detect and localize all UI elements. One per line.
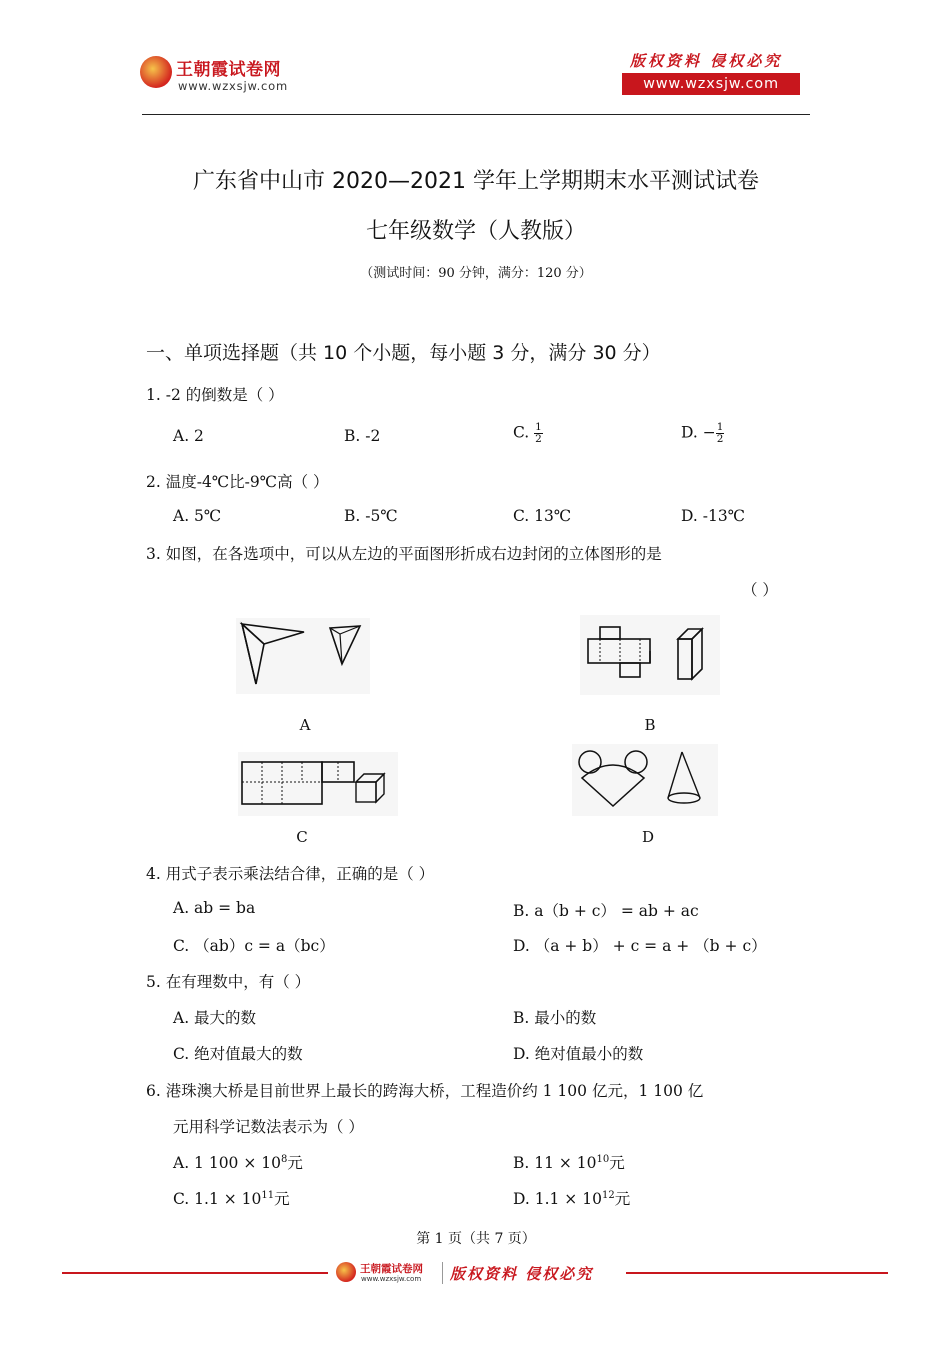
question-6-stem: 6. 港珠澳大桥是目前世界上最长的跨海大桥，工程造价约 1 100 亿元，1 100 亿 <box>146 1082 704 1100</box>
q2-option-a: A. 5℃ <box>173 507 222 525</box>
q5-option-c: C. 绝对值最大的数 <box>173 1045 303 1063</box>
logo-icon <box>140 56 172 88</box>
q4-option-b: B. a（b + c） = ab + ac <box>513 902 699 920</box>
figure-b <box>580 615 720 695</box>
figure-d <box>572 744 718 816</box>
footer-logo-icon <box>336 1262 356 1282</box>
q6-option-d: D. $1.1 \times 10^{12}$元 <box>513 1189 631 1208</box>
footer-rule-right <box>626 1272 888 1274</box>
q2-option-c: C. 13℃ <box>513 507 572 525</box>
q6-option-c: C. $1.1 \times 10^{11}$元 <box>173 1189 290 1208</box>
question-4-stem: 4. 用式子表示乘法结合律，正确的是（ ） <box>146 865 435 883</box>
fraction: $\frac{1}{2}$ <box>716 421 724 445</box>
footer-logo-url: www.wzxsjw.com <box>361 1275 422 1283</box>
figure-a-label: A <box>299 716 311 734</box>
footer-logo-name: 王朝霞试卷网 <box>360 1263 423 1275</box>
header-divider <box>142 114 810 115</box>
q2-option-d: D. -13℃ <box>681 507 746 525</box>
q4-option-a: A. ab = ba <box>173 899 256 917</box>
figure-a <box>234 612 374 696</box>
question-6-stem-continued: 元用科学记数法表示为（ ） <box>173 1118 364 1136</box>
footer-rule-left <box>62 1272 328 1274</box>
q5-option-a: A. 最大的数 <box>173 1009 257 1027</box>
copyright-notice: 版权资料 侵权必究 <box>630 52 783 70</box>
exam-subject: 七年级数学（人教版） <box>365 219 586 244</box>
question-3-stem: 3. 如图，在各选项中，可以从左边的平面图形折成右边封闭的立体图形的是 <box>146 545 662 563</box>
q4-option-d: D. （a + b） + c = a + （b + c） <box>513 937 767 955</box>
q6-option-a: A. 1 $100 \times 10^8$元 <box>173 1153 303 1172</box>
q5-option-d: D. 绝对值最小的数 <box>513 1045 644 1063</box>
q1-option-a: A. 2 <box>173 427 204 445</box>
q1-option-d: D. − $\frac{1}{2}$ <box>681 421 724 445</box>
logo-name: 王朝霞试卷网 <box>176 60 281 80</box>
fraction: $\frac{1}{2}$ <box>535 421 542 445</box>
footer-copyright: 版权资料 侵权必究 <box>450 1265 594 1283</box>
question-1-stem: 1. -2 的倒数是（ ） <box>146 386 284 404</box>
page-number: 第 1 页（共 7 页） <box>416 1231 536 1247</box>
figure-c-label: C <box>296 828 308 846</box>
figure-d-label: D <box>641 828 655 846</box>
question-2-stem: 2. 温度-4℃比-9℃高（ ） <box>146 473 329 491</box>
q2-option-b: B. -5℃ <box>344 507 398 525</box>
figure-b-label: B <box>644 716 656 734</box>
q5-option-b: B. 最小的数 <box>513 1009 597 1027</box>
section-heading: 一、单项选择题（共 10 个小题，每小题 3 分，满分 30 分） <box>146 342 661 364</box>
exam-title: 广东省中山市 2020—2021 学年上学期期末水平测试试卷 <box>193 169 759 194</box>
answer-parentheses: （ ） <box>742 581 778 599</box>
q4-option-c: C. （ab）c = a（bc） <box>173 937 335 955</box>
q1-option-b: B. -2 <box>344 427 381 445</box>
figure-c <box>238 752 398 816</box>
q1-option-c: C. $\frac{1}{2}$ <box>513 421 542 445</box>
q6-option-b: B. $11 \times 10^{10}$元 <box>513 1153 625 1172</box>
site-url-banner: www.wzxsjw.com <box>622 73 800 95</box>
exam-info: （测试时间：90 分钟，满分：120 分） <box>360 266 592 281</box>
logo-url: www.wzxsjw.com <box>178 79 289 93</box>
footer-separator <box>442 1262 443 1284</box>
question-5-stem: 5. 在有理数中，有（ ） <box>146 973 311 991</box>
